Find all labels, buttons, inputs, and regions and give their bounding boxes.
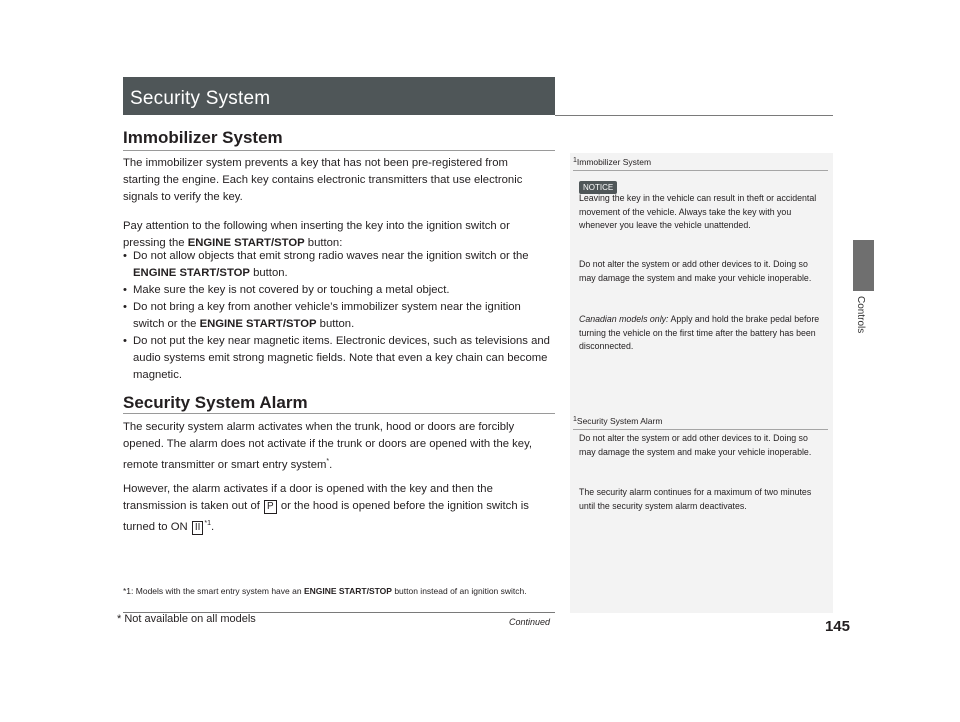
- section-title: Security System: [130, 88, 271, 109]
- bullet-text: Make sure the key is not covered by or touching a metal object.: [133, 284, 450, 296]
- alarm-footnote: [123, 583, 563, 599]
- alarm-paragraph-2-text-cont: or the hood is opened before the ignition switch is turned to ON: [123, 500, 529, 533]
- alarm-paragraph-1: [123, 419, 553, 474]
- immobilizer-paragraph-1: The immobilizer system prevents a key that has not been pre-registered from starting the engine. Each key contains electronic transmitters that use electronic signals to verify the key.: [123, 157, 523, 203]
- list-item: [123, 333, 553, 384]
- aside-reference-number: 1: [573, 157, 577, 164]
- footer-note: * Not available on all models: [117, 613, 256, 625]
- alarm-paragraph-2-end: .: [211, 520, 215, 533]
- alarm-paragraph-1-end: .: [329, 458, 333, 471]
- aside-immobilizer-rule: [573, 170, 828, 171]
- aside-immobilizer-title: [573, 157, 651, 167]
- alarm-paragraph-2-text: However, the alarm activates if a door is opened with the key and then the transmission is taken out of: [123, 483, 493, 512]
- aside-reference-number: 1: [573, 416, 577, 423]
- immobilizer-heading-rule: [123, 150, 555, 151]
- aside-title-text: Immobilizer System: [576, 157, 652, 167]
- engine-start-stop-label: ENGINE START/STOP: [199, 318, 317, 330]
- page-number: 145: [824, 618, 850, 635]
- alarm-heading-rule: [123, 413, 555, 414]
- immobilizer-paragraph-2: [123, 218, 553, 252]
- list-item: [123, 282, 553, 299]
- chapter-tab-label: Controls: [855, 296, 866, 334]
- aside-immobilizer-para-2: Do not alter the system or add other devices to it. Doing so may damage the system and make your vehicle inoperable.: [579, 259, 812, 283]
- aside-alarm-rule: [573, 429, 828, 430]
- notice-badge-label: NOTICE: [579, 181, 617, 194]
- aside-alarm-para-1: Do not alter the system or add other devices to it. Doing so may damage the system and make your vehicle inoperable.: [579, 433, 812, 457]
- not-all-models-marker: *: [326, 458, 330, 465]
- engine-start-stop-label: ENGINE START/STOP: [133, 267, 250, 279]
- alarm-paragraph-1-text: The security system alarm activates when the trunk, hood or doors are forcibly opened. The alarm does not activate if the trunk or doors are opened with the key, remote transmitter or smart entry system: [123, 421, 533, 471]
- immobilizer-heading: Immobilizer System: [123, 128, 283, 147]
- canadian-models-text: Apply and hold the brake pedal before turning the vehicle on the first time after the battery has been disconnected.: [579, 314, 820, 351]
- engine-start-stop-label: ENGINE START/STOP: [187, 237, 305, 249]
- aside-alarm-para-2: The security alarm continues for a maximum of two minutes until the security system alarm deactivates.: [579, 487, 812, 511]
- park-position-indicator: P: [264, 500, 277, 514]
- aside-notice-text: Leaving the key in the vehicle can result in theft or accidental movement of the vehicle. Always take the key with you whenever you leave the vehicle unattended.: [579, 193, 817, 230]
- section-title-banner: [123, 77, 555, 115]
- chapter-tab-marker: [853, 240, 874, 291]
- engine-start-stop-label: ENGINE START/STOP: [303, 585, 392, 596]
- list-item: [123, 248, 553, 282]
- list-item: [123, 299, 553, 333]
- aside-canadian-note: [579, 313, 825, 354]
- immobilizer-bullet-list: [123, 248, 553, 384]
- ignition-on-indicator: II: [192, 521, 204, 535]
- footnote-text: *1: Models with the smart entry system have an: [123, 585, 304, 596]
- aside-alarm-title: [573, 416, 662, 426]
- immobilizer-paragraph-2-text: Pay attention to the following when inserting the key into the ignition switch or pressing the: [123, 220, 510, 249]
- alarm-heading: Security System Alarm: [123, 393, 308, 412]
- continued-label: Continued: [509, 617, 551, 627]
- canadian-models-label: Canadian models only:: [579, 314, 669, 324]
- alarm-paragraph-2: [123, 481, 553, 536]
- bullet-text: Do not allow objects that emit strong radio waves near the ignition switch or the: [133, 250, 529, 262]
- bullet-text-suffix: button.: [316, 318, 355, 330]
- bullet-text-suffix: button.: [249, 267, 288, 279]
- bullet-text: Do not bring a key from another vehicle’s immobilizer system near the ignition switch or the: [133, 301, 521, 330]
- header-rule: [555, 115, 833, 116]
- aside-title-text: Security System Alarm: [576, 416, 663, 426]
- footnote-text-suffix: button instead of an ignition switch.: [391, 585, 527, 596]
- footnote-marker: *1: [204, 520, 212, 527]
- bullet-text: Do not put the key near magnetic items. Electronic devices, such as televisions and audio systems emit strong magnetic fields. Note that even a key chain can become magnetic.: [133, 335, 550, 381]
- immobilizer-paragraph-2-suffix: button:: [304, 237, 343, 249]
